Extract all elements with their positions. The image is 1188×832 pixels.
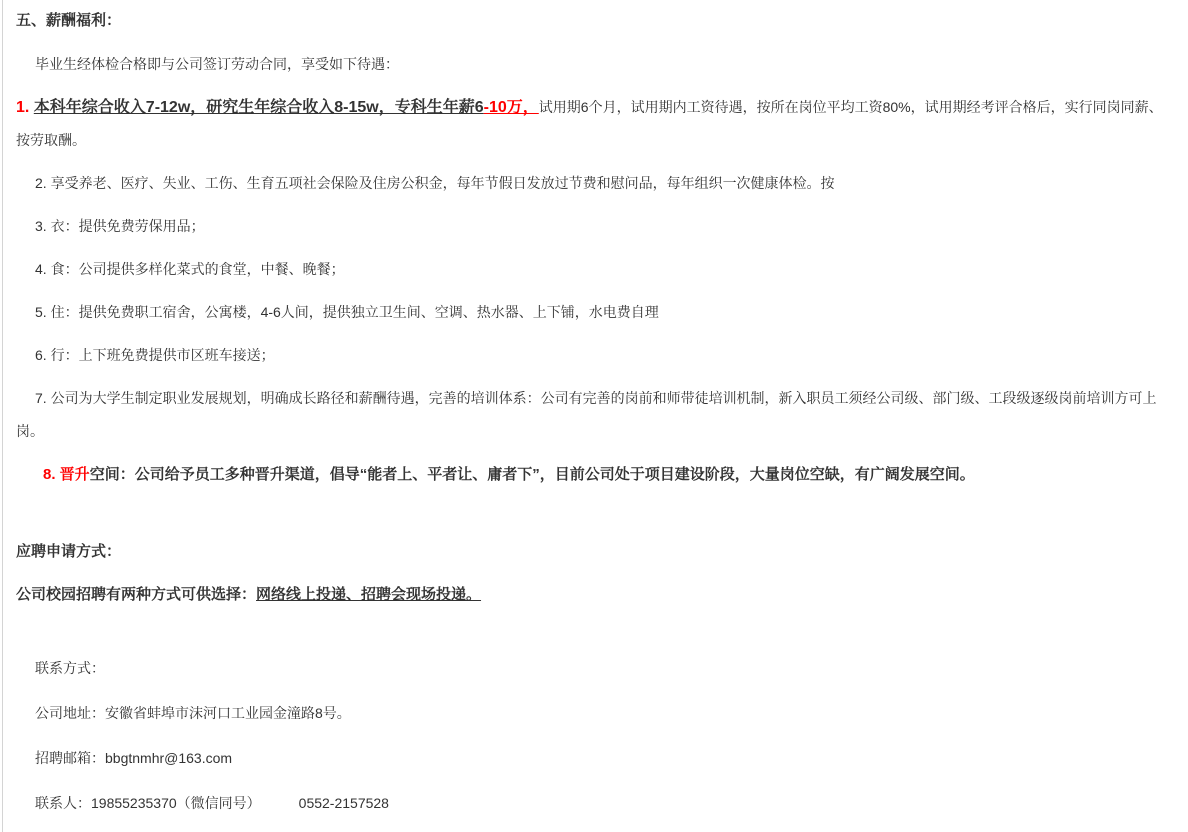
apply-lead: 公司校园招聘有两种方式可供选择： bbox=[16, 586, 257, 603]
item1-highlight: 本科年综合收入7-12w，研究生年综合收入8-15w，专科生年薪6 bbox=[33, 99, 484, 116]
benefit-item-3: 3. 衣：提供免费劳保用品； bbox=[35, 218, 205, 234]
section-title: 五、薪酬福利： bbox=[16, 12, 122, 29]
benefit-item-7: 7. 公司为大学生制定职业发展规划，明确成长路径和薪酬待遇，完善的培训体系：公司有完善的岗前和师带徒培训机制，新入职员工须经公司级、部门级、工段级逐级岗前培训方可上岗。 bbox=[16, 390, 1157, 439]
intro-paragraph: 毕业生经体检合格即与公司签订劳动合同，享受如下待遇： bbox=[35, 56, 399, 72]
contact-phone-2: 0552-2157528 bbox=[298, 795, 389, 811]
benefit-item-6: 6. 行：上下班免费提供市区班车接送； bbox=[35, 347, 275, 363]
item8-text: 空间：公司给予员工多种晋升渠道，倡导“能者上、平者让、庸者下”，目前公司处于项目建设阶段，大量岗位空缺，有广阔发展空间。 bbox=[89, 466, 975, 483]
item1-number: 1. bbox=[16, 99, 34, 116]
item1-detail: 试用期6个月，试用期内工资待遇，按所在岗位平均工资80%，试用期经考评合格后，实行同岗同薪、按劳取酬。 bbox=[16, 99, 1163, 148]
item8-red-lead: 8. 晋升 bbox=[43, 466, 90, 483]
contact-heading: 联系方式： bbox=[35, 660, 105, 676]
benefit-item-4: 4. 食：公司提供多样化菜式的食堂，中餐、晚餐； bbox=[35, 261, 345, 277]
contact-email-line: 招聘邮箱：bbgtnmhr@163.com bbox=[35, 750, 233, 766]
benefits-document bbox=[2, 0, 1188, 832]
benefit-item-2: 2. 享受养老、医疗、失业、工伤、生育五项社会保险及住房公积金，每年节假日发放过节费和慰问品，每年组织一次健康体检。按 bbox=[35, 175, 835, 191]
contact-address: 公司地址：安徽省蚌埠市沫河口工业园金潼路8号。 bbox=[35, 705, 351, 721]
apply-methods-line bbox=[16, 578, 1176, 611]
benefit-item-8 bbox=[16, 458, 1176, 491]
benefit-item-1 bbox=[16, 91, 1176, 157]
apply-methods-underlined: 网络线上投递、招聘会现场投递。 bbox=[256, 586, 482, 603]
item1-highlight-red: -10万， bbox=[483, 99, 539, 116]
apply-heading: 应聘申请方式： bbox=[16, 543, 122, 560]
contact-person-line bbox=[16, 787, 1176, 820]
benefit-item-5: 5. 住：提供免费职工宿舍，公寓楼，4-6人间，提供独立卫生间、空调、热水器、上下铺，水电费自理 bbox=[35, 304, 659, 320]
contact-person: 联系人：19855235370（微信同号） bbox=[35, 795, 261, 811]
